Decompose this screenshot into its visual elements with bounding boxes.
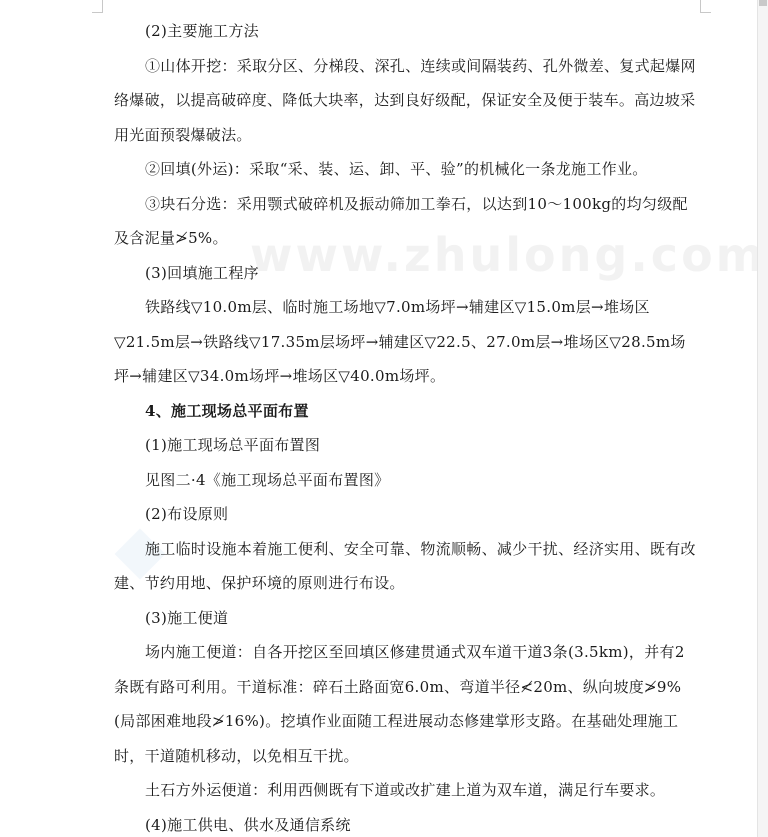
paragraph: ②回填(外运)：采取“采、装、运、卸、平、验”的机械化一条龙施工作业。 bbox=[145, 160, 648, 178]
section-heading: 4、施工现场总平面布置 bbox=[145, 401, 309, 420]
paragraph: 铁路线▽10.0m层、临时施工场地▽7.0m场坪→辅建区▽15.0m层→堆场区▽21.5m层→铁路线▽17.35m层场坪→辅建区▽22.5、27.0m层→堆场区▽28.5m场坪→辅建区▽34.0m场坪→堆场区▽40.0m场坪。 bbox=[114, 298, 686, 385]
paragraph: 场内施工便道：自各开挖区至回填区修建贯通式双车道干道3条(3.5km)，并有2条既有路可利用。干道标准：碎石土路面宽6.0m、弯道半径≮20m、纵向坡度≯9%(局部困难地段≯16%)。挖填作业面随工程进展动态修建掌形支路。在基础处理施工时，干道随机移动，以免相互干扰。 bbox=[114, 643, 685, 765]
document-body bbox=[114, 14, 696, 837]
paragraph: (1)施工现场总平面布置图 bbox=[145, 436, 321, 454]
paragraph: ③块石分选：采用颚式破碎机及振动筛加工拳石，以达到10～100kg的均匀级配及含泥量≯5%。 bbox=[114, 194, 688, 247]
paragraph: 土石方外运便道：利用西侧既有下道或改扩建上道为双车道，满足行车要求。 bbox=[145, 781, 666, 799]
vertical-scrollbar[interactable] bbox=[757, 0, 768, 837]
paragraph: ①山体开挖：采取分区、分梯段、深孔、连续或间隔装药、孔外微差、复式起爆网络爆破，以提高破碎度、降低大块率，达到良好级配，保证安全及便于装车。高边坡采用光面预裂爆破法。 bbox=[114, 56, 696, 144]
paragraph: 施工临时设施本着施工便利、安全可靠、物流顺畅、减少干扰、经济实用、既有改建、节约用地、保护环境的原则进行布设。 bbox=[114, 539, 696, 592]
paragraph: (2)主要施工方法 bbox=[145, 22, 259, 40]
paragraph: (3)施工便道 bbox=[145, 608, 229, 627]
page-corner-mark-left bbox=[92, 0, 103, 13]
paragraph: (2)布设原则 bbox=[145, 505, 229, 523]
paragraph: (3)回填施工程序 bbox=[145, 263, 259, 282]
page-corner-mark-right bbox=[700, 0, 711, 13]
paragraph: (4)施工供电、供水及通信系统 bbox=[145, 815, 351, 834]
scrollbar-thumb[interactable] bbox=[759, 0, 767, 6]
paragraph: 见图二·4《施工现场总平面布置图》 bbox=[145, 470, 390, 489]
watermark: www.zhulong.com bbox=[250, 228, 767, 282]
